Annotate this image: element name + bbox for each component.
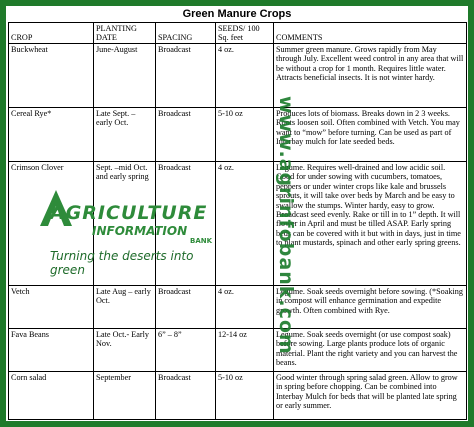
cell-spacing: Broadcast	[156, 108, 216, 162]
logo-line1: AGRICULTURE	[50, 202, 208, 224]
watermark-url: www.agrinfobank.com	[275, 96, 297, 355]
table-header-row	[9, 23, 467, 44]
logo-line3: BANK	[190, 237, 213, 245]
cell-crop: Crimson Clover	[9, 162, 94, 286]
cell-comments: Legume. Requires well-drained and low acidic soil. Good for under sowing with cucumbers, tomatoes, peppers or under winter crops like kale and brussels sprouts, it will take over beds by March and be easy to swallow the stumps. Winter hardy, easy to grow. Broadcast seed evenly. Rake or till in to 1” depth. It will flower in April and must be tilled ASAP. Early spring beds can be covered with it but with in days, just in time to plant mustards, spinach and other early spring greens.	[274, 162, 467, 286]
cell-date: Late Aug – early Oct.	[94, 286, 156, 329]
cell-seeds: 12-14 oz	[216, 329, 274, 372]
header-seeds: SEEDS/ 100 Sq. feet	[216, 23, 274, 44]
header-planting-date: PLANTING DATE	[94, 23, 156, 44]
cell-crop: Vetch	[9, 286, 94, 329]
table-row	[9, 372, 467, 420]
cell-date: September	[94, 372, 156, 420]
cell-seeds: 5-10 oz	[216, 372, 274, 420]
cell-spacing: Broadcast	[156, 286, 216, 329]
cell-spacing: Broadcast	[156, 162, 216, 286]
watermark-logo	[36, 194, 226, 277]
logo-tagline: Turning the deserts into green	[50, 249, 194, 277]
cell-seeds: 5-10 oz	[216, 108, 274, 162]
cell-crop: Corn salad	[9, 372, 94, 420]
cell-comments: Legume. Soak seeds overnight before sowing. (*Soaking in compost will enhance germination and expedite growth. Often combined with Rye.	[274, 286, 467, 329]
cell-spacing: Broadcast	[156, 44, 216, 108]
cell-comments: Legume. Soak seeds overnight (or use compost soak) before sowing. Large plants produce lots of organic material. Plant the right variety and you can harvest the beans.	[274, 329, 467, 372]
cell-comments: Summer green manure. Grows rapidly from May through July. Excellent weed control in any area that will be without a crop for 1 month. Requires little water. Attracts beneficial insects. It is not winter hardy.	[274, 44, 467, 108]
table-row	[9, 108, 467, 162]
cell-date: Sept. –mid Oct. and early spring	[94, 162, 156, 286]
document-page	[6, 6, 468, 421]
cell-spacing: 6” – 8”	[156, 329, 216, 372]
cell-date: Late Oct.- Early Nov.	[94, 329, 156, 372]
header-comments: COMMENTS	[274, 23, 467, 44]
cell-crop: Fava Beans	[9, 329, 94, 372]
table-row	[9, 44, 467, 108]
table-row	[9, 329, 467, 372]
table-row	[9, 286, 467, 329]
cell-date: Late Sept. – early Oct.	[94, 108, 156, 162]
cell-seeds: 4 oz.	[216, 162, 274, 286]
cell-comments: Produces lots of biomass. Breaks down in 2 3 weeks. Roots loosen soil. Often combined with Vetch. You may want to “mow” before turning. Can be used as part of Interbay mulch for late seeded beds.	[274, 108, 467, 162]
header-crop: CROP	[9, 23, 94, 44]
page-title: Green Manure Crops	[182, 8, 292, 20]
cell-seeds: 4 oz.	[216, 44, 274, 108]
cell-spacing: Broadcast	[156, 372, 216, 420]
cell-seeds: 4 oz.	[216, 286, 274, 329]
cell-crop: Buckwheat	[9, 44, 94, 108]
cell-crop: Cereal Rye*	[9, 108, 94, 162]
cell-comments: Good winter through spring salad green. Allow to grow in spring before chopping. Can be combined into Interbay Mulch for beds that will be planted late spring or early summer.	[274, 372, 467, 420]
logo-line2: INFORMATION	[92, 224, 188, 238]
header-spacing: SPACING	[156, 23, 216, 44]
cell-date: June-August	[94, 44, 156, 108]
